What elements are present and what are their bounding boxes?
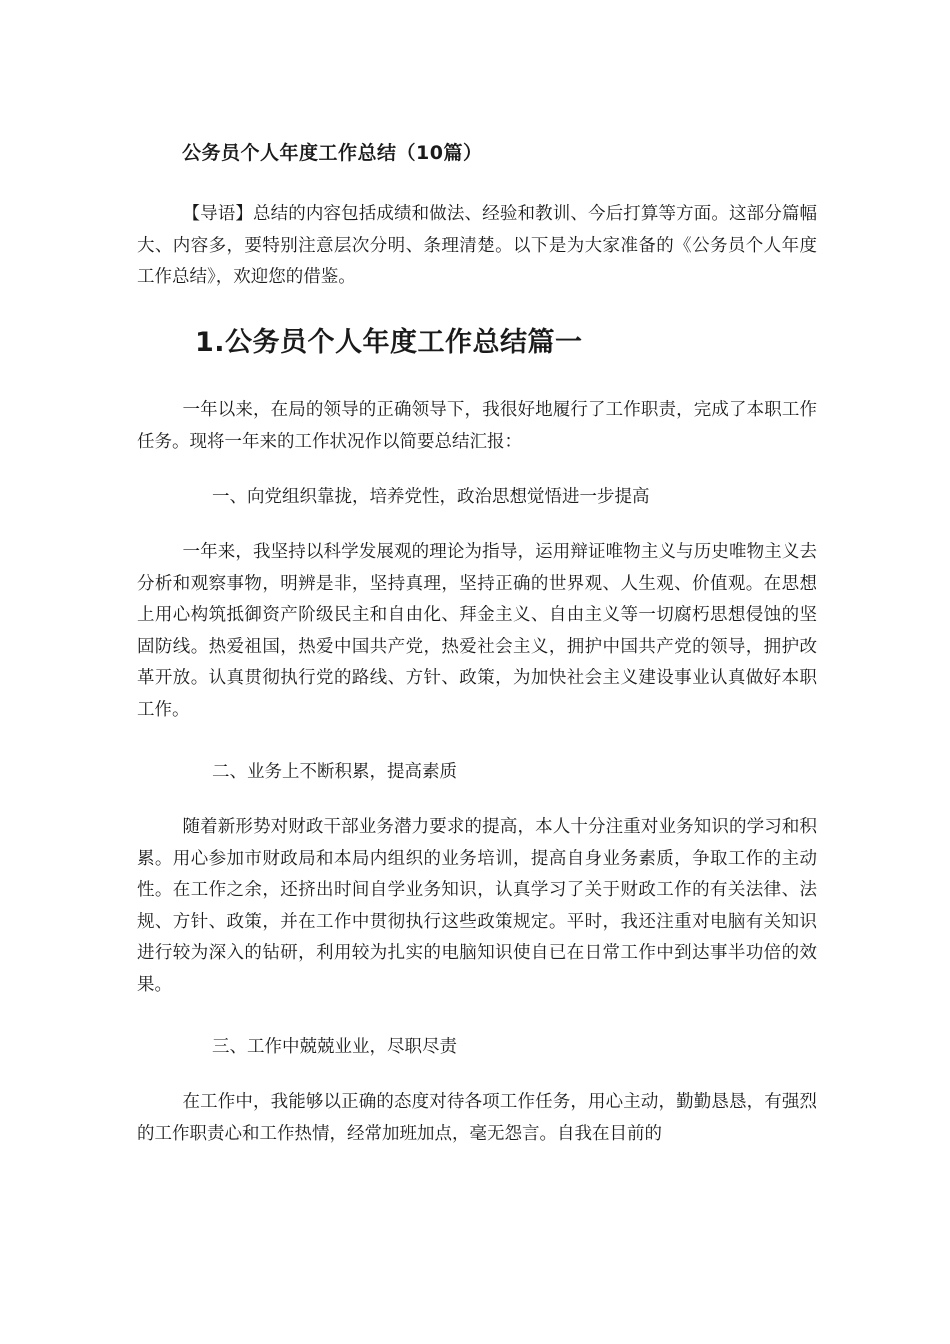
subheading-3: 三、工作中兢兢业业，尽职尽责 [212, 1037, 457, 1057]
paragraph-1: 一年以来，在局的领导的正确领导下，我很好地履行了工作职责，完成了本职工作任务。现将一年来的工作状况作以简要总结汇报： [137, 400, 817, 452]
subheading-2: 二、业务上不断积累，提高素质 [212, 762, 457, 782]
paragraph-4: 在工作中，我能够以正确的态度对待各项工作任务，用心主动，勤勤恳恳，有强烈的工作职责心和工作热情，经常加班加点，毫无怨言。自我在目前的 [137, 1092, 817, 1144]
intro-paragraph: 【导语】总结的内容包括成绩和做法、经验和教训、今后打算等方面。这部分篇幅大、内容多，要特别注意层次分明、条理清楚。以下是为大家准备的《公务员个人年度工作总结》，欢迎您的借鉴。 [137, 204, 817, 287]
paragraph-2: 一年来，我坚持以科学发展观的理论为指导，运用辩证唯物主义与历史唯物主义去分析和观察事物，明辨是非，坚持真理，坚持正确的世界观、人生观、价值观。在思想上用心构筑抵御资产阶级民主和自由化、拜金主义、自由主义等一切腐朽思想侵蚀的坚固防线。热爱祖国，热爱中国共产党，热爱社会主义，拥护中国共产党的领导，拥护改革开放。认真贯彻执行党的路线、方针、政策，为加快社会主义建设事业认真做好本职工作。 [137, 542, 817, 720]
section-heading: 1.公务员个人年度工作总结篇一 [195, 327, 583, 358]
paragraph-3: 随着新形势对财政干部业务潜力要求的提高，本人十分注重对业务知识的学习和积累。用心参加市财政局和本局内组织的业务培训，提高自身业务素质，争取工作的主动性。在工作之余，还挤出时间自学业务知识，认真学习了关于财政工作的有关法律、法规、方针、政策，并在工作中贯彻执行这些政策规定。平时，我还注重对电脑有关知识进行较为深入的钻研，利用较为扎实的电脑知识使自已在日常工作中到达事半功倍的效果。 [137, 817, 817, 995]
subheading-1: 一、向党组织靠拢，培养党性，政治思想觉悟进一步提高 [212, 487, 650, 507]
document-title: 公务员个人年度工作总结（10篇） [182, 142, 483, 164]
